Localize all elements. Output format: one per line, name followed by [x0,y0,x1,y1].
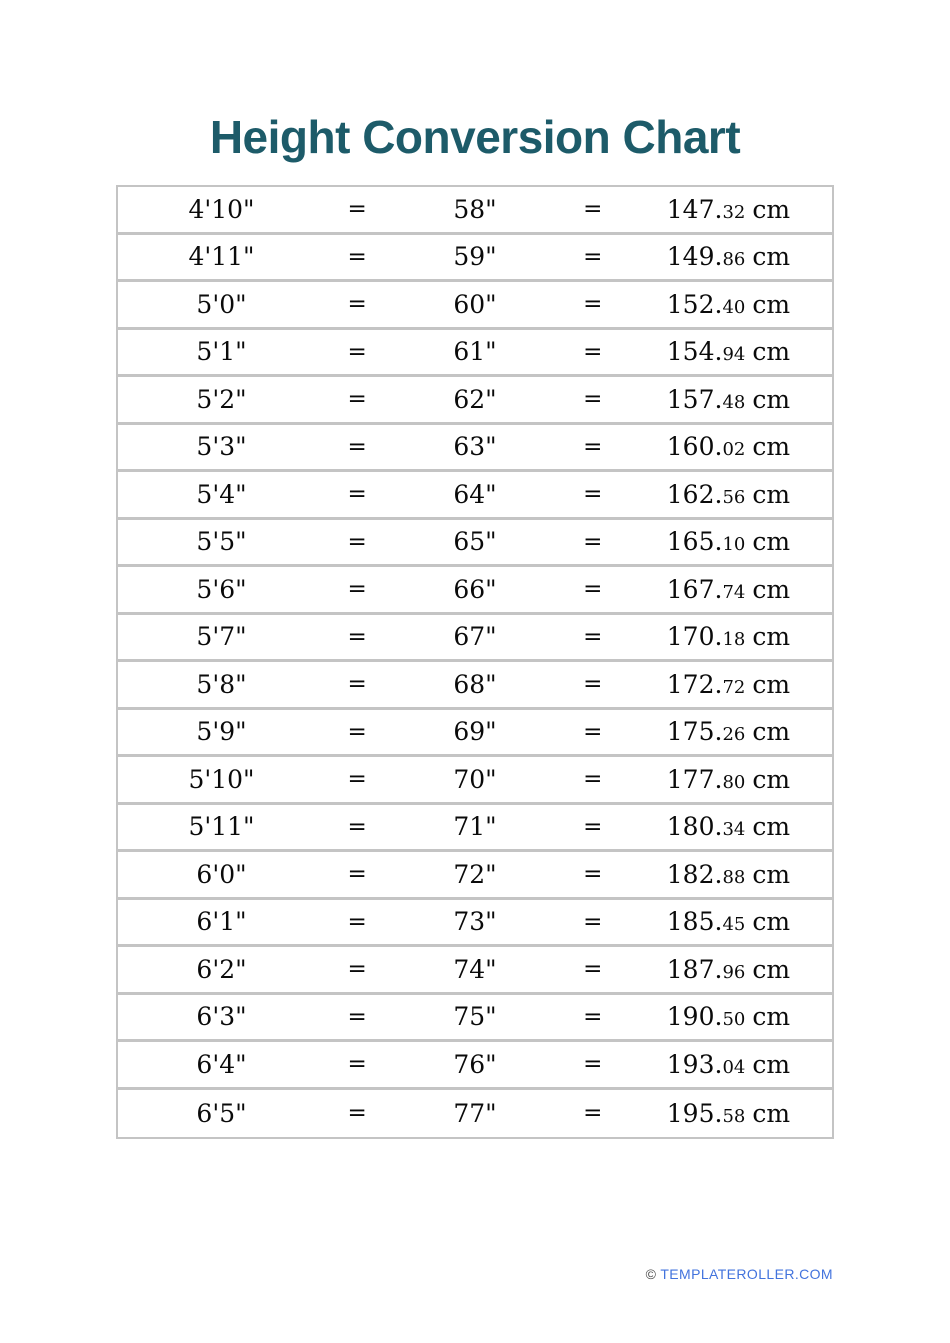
table-row [118,472,832,520]
site-link[interactable]: TEMPLATEROLLER.COM [660,1266,833,1282]
equals-sign: = [583,338,603,365]
inches-value: 71" [453,812,497,842]
table-row [118,615,832,663]
equals-sign: = [583,861,603,888]
cm-unit-label: cm [752,194,791,224]
inches-value: 70" [453,764,497,794]
cm-value [625,575,832,604]
equals-sign: = [347,671,367,698]
equals-sign: = [347,623,367,650]
table-row [118,330,832,378]
cm-integer-part: 185. [666,907,723,937]
cm-integer-part: 157. [666,384,723,414]
cm-value [625,527,832,556]
cm-fraction-part: 50 [722,1009,746,1031]
cm-value [625,1002,832,1031]
equals-sign: = [347,338,367,365]
cm-value [625,1099,832,1128]
feet-inches-value: 6'1" [196,907,247,937]
cm-unit-label: cm [752,242,791,272]
inches-value: 60" [453,289,497,319]
table-row [118,187,832,235]
cm-unit-label: cm [752,337,791,367]
cm-fraction-part: 86 [722,249,746,271]
table-row [118,520,832,568]
cm-fraction-part: 58 [722,1105,746,1127]
cm-integer-part: 147. [666,194,723,224]
cm-integer-part: 195. [666,1098,723,1128]
table-row [118,425,832,473]
table-row [118,1090,832,1138]
feet-inches-value: 4'10" [188,194,255,224]
cm-integer-part: 182. [666,859,723,889]
table-row [118,662,832,710]
table-row [118,1042,832,1090]
equals-sign: = [347,813,367,840]
cm-fraction-part: 74 [722,581,746,603]
feet-inches-value: 4'11" [188,242,255,272]
equals-sign: = [347,433,367,460]
cm-unit-label: cm [752,907,791,937]
inches-value: 64" [453,479,497,509]
feet-inches-value: 5'6" [196,574,247,604]
table-row [118,995,832,1043]
inches-value: 59" [453,242,497,272]
feet-inches-value: 5'7" [196,622,247,652]
cm-unit-label: cm [752,527,791,557]
table-row [118,947,832,995]
equals-sign: = [583,956,603,983]
cm-integer-part: 180. [666,812,723,842]
cm-value [625,955,832,984]
cm-unit-label: cm [752,289,791,319]
cm-value [625,290,832,319]
cm-integer-part: 177. [666,764,723,794]
equals-sign: = [347,291,367,318]
table-row [118,757,832,805]
cm-unit-label: cm [752,954,791,984]
equals-sign: = [583,718,603,745]
cm-fraction-part: 02 [722,439,746,461]
table-row [118,710,832,758]
feet-inches-value: 5'8" [196,669,247,699]
table-row [118,235,832,283]
cm-integer-part: 172. [666,669,723,699]
cm-integer-part: 175. [666,717,723,747]
equals-sign: = [347,528,367,555]
equals-sign: = [347,1003,367,1030]
equals-sign: = [347,481,367,508]
cm-value [625,765,832,794]
cm-value [625,195,832,224]
copyright-symbol: © [645,1266,657,1282]
inches-value: 61" [453,337,497,367]
equals-sign: = [583,386,603,413]
equals-sign: = [583,623,603,650]
table-row [118,567,832,615]
cm-fraction-part: 04 [722,1056,746,1078]
feet-inches-value: 5'10" [188,764,255,794]
cm-unit-label: cm [752,574,791,604]
cm-value [625,1050,832,1079]
equals-sign: = [583,1100,603,1127]
cm-fraction-part: 26 [722,724,746,746]
cm-integer-part: 190. [666,1002,723,1032]
feet-inches-value: 5'2" [196,384,247,414]
cm-unit-label: cm [752,717,791,747]
cm-value [625,907,832,936]
equals-sign: = [583,291,603,318]
inches-value: 76" [453,1049,497,1079]
feet-inches-value: 5'5" [196,527,247,557]
footer [646,1266,833,1282]
cm-integer-part: 187. [666,954,723,984]
equals-sign: = [347,243,367,270]
inches-value: 69" [453,717,497,747]
equals-sign: = [583,1003,603,1030]
inches-value: 62" [453,384,497,414]
inches-value: 72" [453,859,497,889]
cm-fraction-part: 18 [722,629,746,651]
equals-sign: = [583,243,603,270]
equals-sign: = [583,481,603,508]
equals-sign: = [583,196,603,223]
equals-sign: = [347,956,367,983]
cm-unit-label: cm [752,859,791,889]
inches-value: 77" [453,1098,497,1128]
equals-sign: = [583,528,603,555]
equals-sign: = [583,1051,603,1078]
cm-fraction-part: 32 [722,201,746,223]
inches-value: 75" [453,1002,497,1032]
equals-sign: = [347,766,367,793]
cm-integer-part: 160. [666,432,723,462]
inches-value: 66" [453,574,497,604]
cm-unit-label: cm [752,432,791,462]
cm-integer-part: 170. [666,622,723,652]
cm-unit-label: cm [752,1098,791,1128]
cm-integer-part: 149. [666,242,723,272]
equals-sign: = [583,671,603,698]
cm-integer-part: 152. [666,289,723,319]
cm-fraction-part: 88 [722,866,746,888]
equals-sign: = [347,861,367,888]
table-row [118,805,832,853]
conversion-table [116,185,834,1139]
feet-inches-value: 5'1" [196,337,247,367]
cm-unit-label: cm [752,479,791,509]
feet-inches-value: 6'2" [196,954,247,984]
cm-unit-label: cm [752,669,791,699]
equals-sign: = [347,576,367,603]
feet-inches-value: 6'4" [196,1049,247,1079]
cm-fraction-part: 45 [722,914,746,936]
equals-sign: = [583,766,603,793]
cm-fraction-part: 56 [722,486,746,508]
feet-inches-value: 6'5" [196,1098,247,1128]
equals-sign: = [347,718,367,745]
page-title: Height Conversion Chart [209,111,741,163]
equals-sign: = [347,1051,367,1078]
cm-fraction-part: 94 [722,344,746,366]
equals-sign: = [347,908,367,935]
equals-sign: = [583,908,603,935]
equals-sign: = [583,433,603,460]
feet-inches-value: 6'3" [196,1002,247,1032]
inches-value: 67" [453,622,497,652]
cm-fraction-part: 80 [722,771,746,793]
feet-inches-value: 5'11" [188,812,255,842]
equals-sign: = [583,576,603,603]
cm-unit-label: cm [752,622,791,652]
table-row [118,282,832,330]
feet-inches-value: 5'9" [196,717,247,747]
feet-inches-value: 5'4" [196,479,247,509]
cm-fraction-part: 34 [722,819,746,841]
inches-value: 58" [453,194,497,224]
inches-value: 63" [453,432,497,462]
cm-unit-label: cm [752,1002,791,1032]
cm-integer-part: 165. [666,527,723,557]
cm-fraction-part: 72 [722,676,746,698]
feet-inches-value: 5'0" [196,289,247,319]
feet-inches-value: 6'0" [196,859,247,889]
cm-unit-label: cm [752,384,791,414]
cm-value [625,717,832,746]
cm-fraction-part: 10 [722,534,746,556]
cm-value [625,622,832,651]
cm-fraction-part: 96 [722,961,746,983]
cm-unit-label: cm [752,1049,791,1079]
cm-integer-part: 154. [666,337,723,367]
cm-fraction-part: 48 [722,391,746,413]
inches-value: 74" [453,954,497,984]
cm-value [625,860,832,889]
inches-value: 65" [453,527,497,557]
feet-inches-value: 5'3" [196,432,247,462]
table-row [118,900,832,948]
equals-sign: = [347,196,367,223]
inches-value: 68" [453,669,497,699]
cm-value [625,242,832,271]
cm-integer-part: 193. [666,1049,723,1079]
cm-value [625,812,832,841]
table-row [118,852,832,900]
cm-unit-label: cm [752,764,791,794]
cm-integer-part: 162. [666,479,723,509]
cm-fraction-part: 40 [722,296,746,318]
cm-value [625,432,832,461]
equals-sign: = [583,813,603,840]
equals-sign: = [347,386,367,413]
cm-value [625,385,832,414]
table-row [118,377,832,425]
cm-unit-label: cm [752,812,791,842]
inches-value: 73" [453,907,497,937]
cm-value [625,480,832,509]
cm-value [625,337,832,366]
equals-sign: = [347,1100,367,1127]
cm-integer-part: 167. [666,574,723,604]
cm-value [625,670,832,699]
